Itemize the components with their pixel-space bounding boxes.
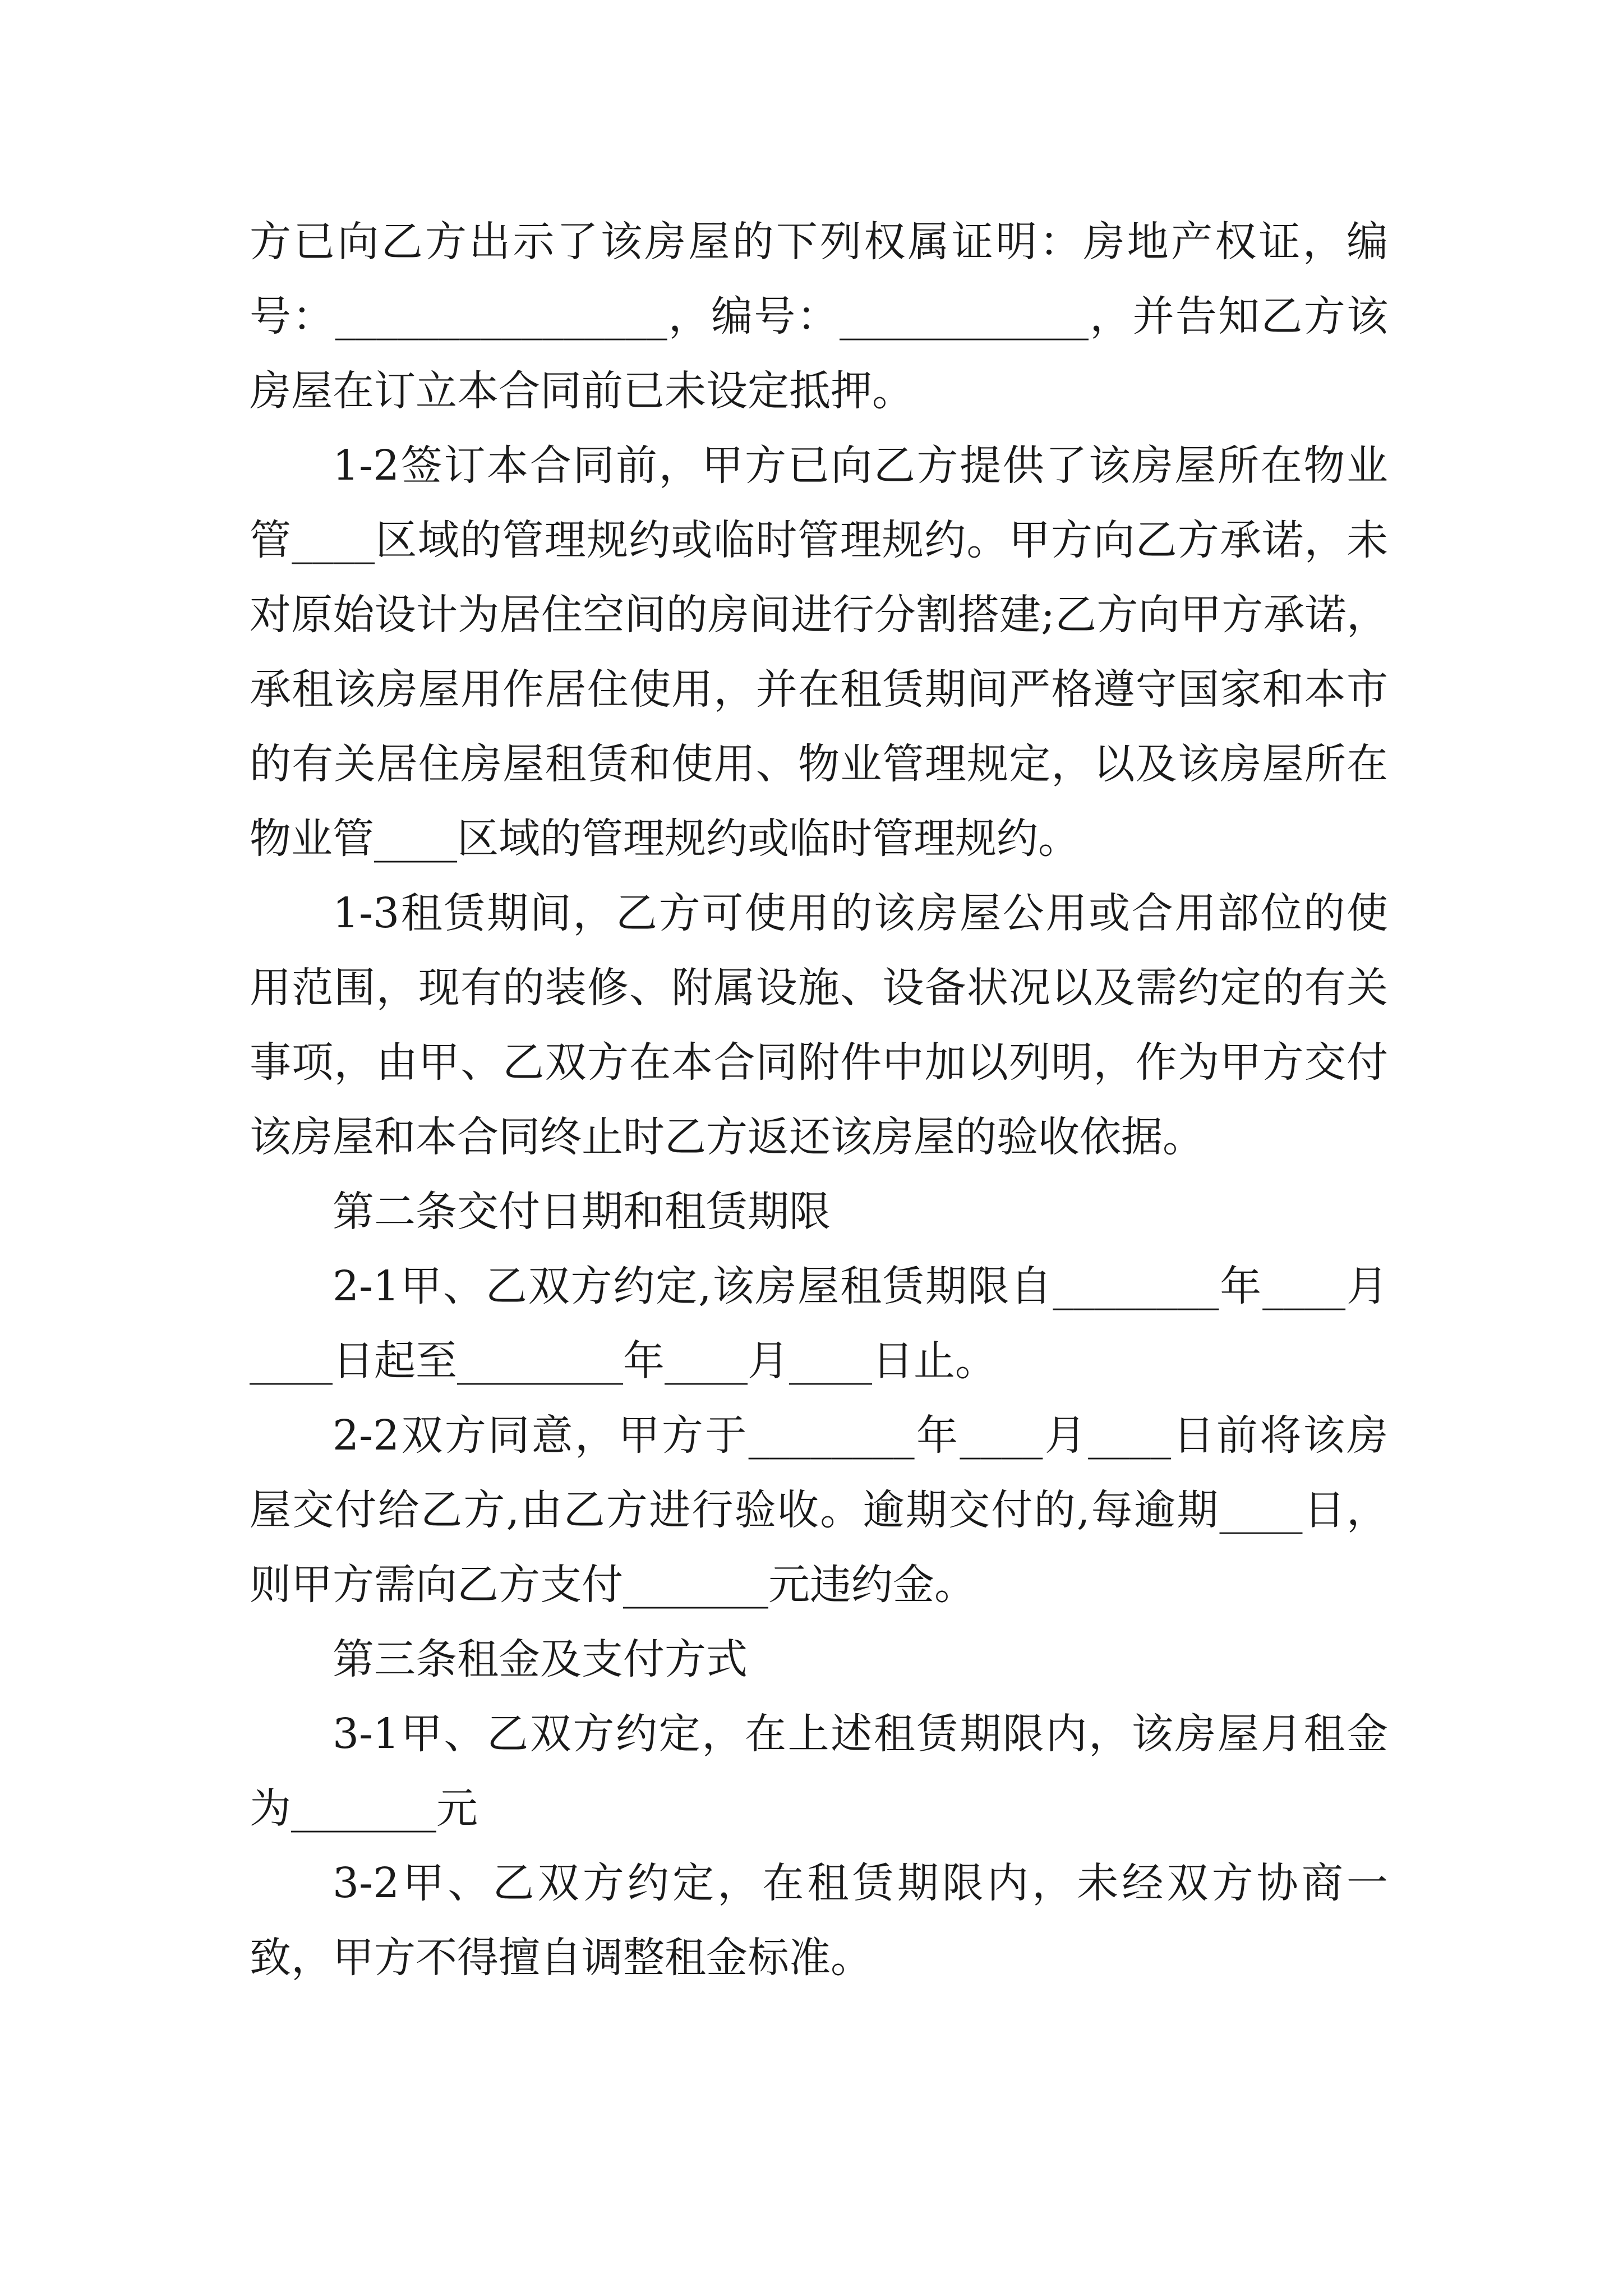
section-heading-article-3: 第三条租金及支付方式 xyxy=(333,1635,748,1683)
paragraph-clause-2-1: 2-1甲、乙双方约定,该房屋租赁期限自________年____月____日起至________年____月____日止。 xyxy=(250,1262,1388,1385)
paragraph-clause-3-1: 3-1甲、乙双方约定，在上述租赁期限内，该房屋月租金为_______元 xyxy=(250,1710,1388,1833)
paragraph-clause-2-2: 2-2双方同意，甲方于________年____月____日前将该房屋交付给乙方,由乙方进行验收。逾期交付的,每逾期____日，则甲方需向乙方支付_______元违约金。 xyxy=(250,1411,1388,1609)
document-page xyxy=(250,205,1388,1995)
section-heading-article-2: 第二条交付日期和租赁期限 xyxy=(333,1188,831,1236)
paragraph-clause-1-2: 1-2签订本合同前，甲方已向乙方提供了该房屋所在物业管____区域的管理规约或临时管理规约。甲方向乙方承诺，未对原始设计为居住空间的房间进行分割搭建;乙方向甲方承诺，承租该房屋用作居住使用，并在租赁期间严格遵守国家和本市的有关居住房屋租赁和使用、物业管理规定，以及该房屋所在物业管____区域的管理规约或临时管理规约。 xyxy=(250,441,1388,863)
paragraph-clause-3-2: 3-2甲、乙双方约定，在租赁期限内，未经双方协商一致，甲方不得擅自调整租金标准。 xyxy=(250,1859,1388,1982)
paragraph-clause-1-1-continued: 方已向乙方出示了该房屋的下列权属证明：房地产权证，编号：________________，编号：____________，并告知乙方该房屋在订立本合同前已未设定抵押。 xyxy=(250,218,1388,415)
paragraph-clause-1-3: 1-3租赁期间，乙方可使用的该房屋公用或合用部位的使用范围，现有的装修、附属设施、设备状况以及需约定的有关事项，由甲、乙双方在本合同附件中加以列明，作为甲方交付该房屋和本合同终止时乙方返还该房屋的验收依据。 xyxy=(250,889,1388,1161)
